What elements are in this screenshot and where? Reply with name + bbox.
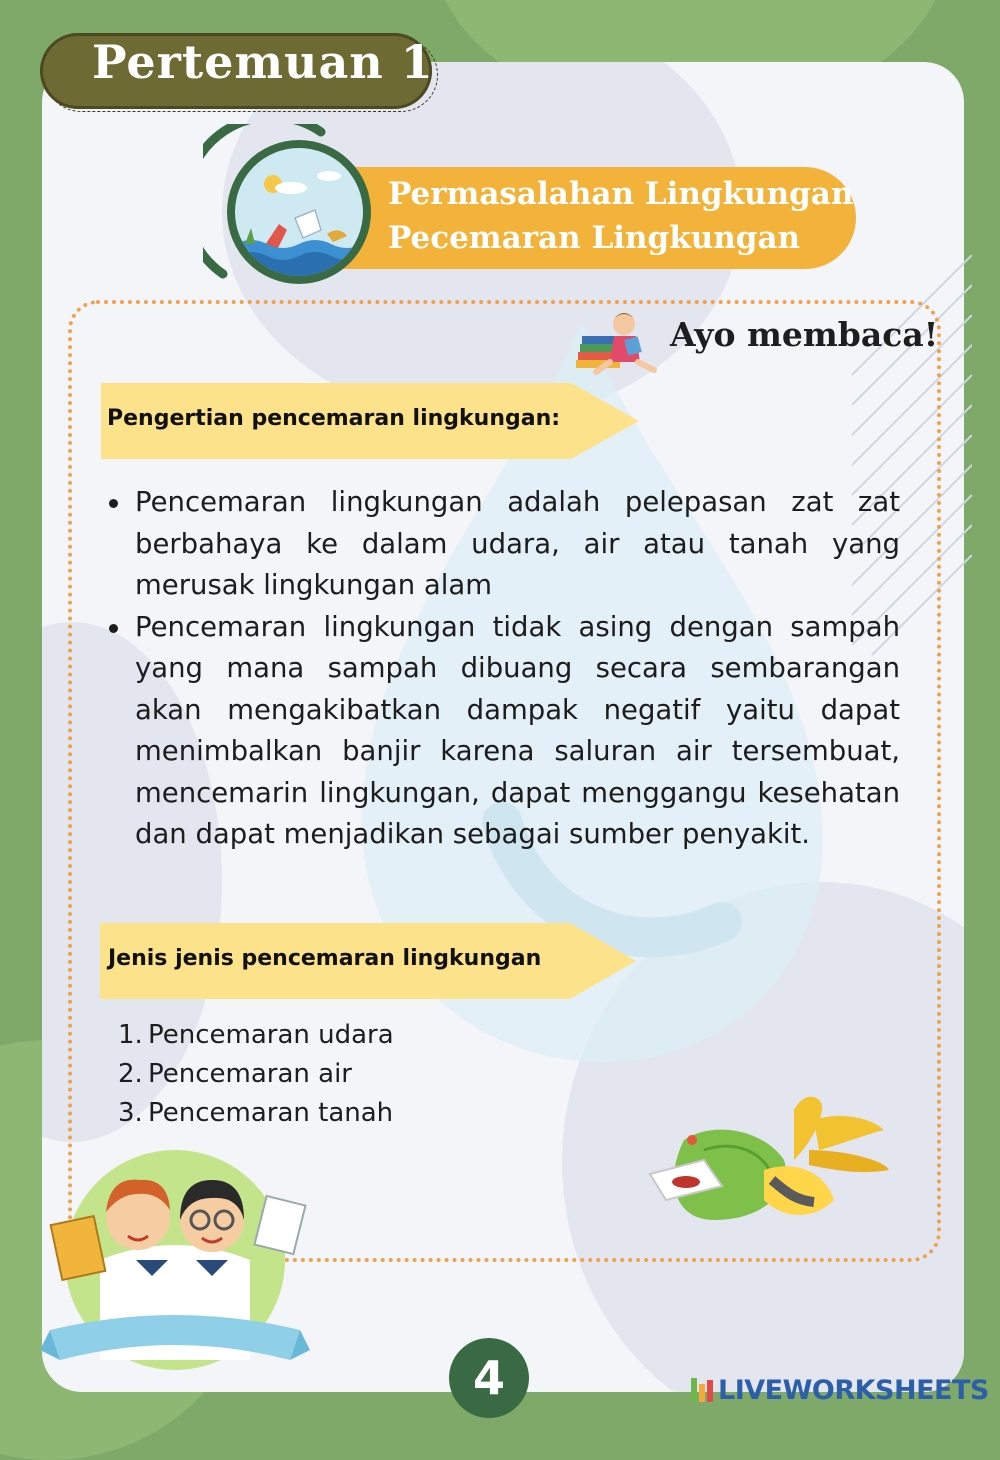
reading-prompt: Ayo membaca! — [670, 315, 939, 354]
list-item: Pencemaran lingkungan tidak asing dengan sampah yang mana sampah dibuang secara sembarangan akan mengakibatkan dampak negatif yaitu dapat menimbalkan banjir karena saluran air tersembuat, mencemarin lingkungan, dapat menggangu kesehatan dan dapat menjadikan sebagai sumber penyakit. — [104, 607, 900, 856]
pollution-types-list — [118, 1016, 394, 1133]
trash-pile-illustration — [644, 1090, 894, 1240]
list-item — [118, 1055, 394, 1094]
reading-child-icon — [574, 306, 660, 378]
page-title: Pertemuan 1 — [92, 35, 434, 89]
definition-list — [104, 482, 900, 856]
pollution-emblem — [227, 140, 371, 284]
pollution-illustration — [235, 148, 363, 276]
brand-name: LIVEWORKSHEETS — [718, 1375, 989, 1406]
topic-title-line2: Pecemaran Lingkungan — [388, 220, 801, 256]
brand-mark — [691, 1375, 991, 1405]
section1-heading: Pengertian pencemaran lingkungan: — [107, 406, 561, 431]
item-text: Pencemaran udara — [148, 1020, 394, 1050]
item-number: 1. — [118, 1020, 143, 1050]
ocean-trash-icon — [235, 148, 363, 276]
list-item — [118, 1016, 394, 1055]
section2-heading: Jenis jenis pencemaran lingkungan — [108, 946, 542, 971]
list-item — [118, 1094, 394, 1133]
topic-title-line1: Permasalahan Lingkungan — [388, 176, 854, 212]
list-item: Pencemaran lingkungan adalah pelepasan zat zat berbahaya ke dalam udara, air atau tanah yang merusak lingkungan alam — [104, 482, 900, 607]
item-number: 2. — [118, 1059, 143, 1089]
item-text: Pencemaran tanah — [148, 1098, 394, 1128]
item-text: Pencemaran air — [148, 1059, 352, 1089]
item-number: 3. — [118, 1098, 143, 1128]
page-number: 4 — [449, 1338, 529, 1418]
students-illustration — [40, 1140, 310, 1380]
liveworksheets-logo-icon — [691, 1378, 713, 1402]
